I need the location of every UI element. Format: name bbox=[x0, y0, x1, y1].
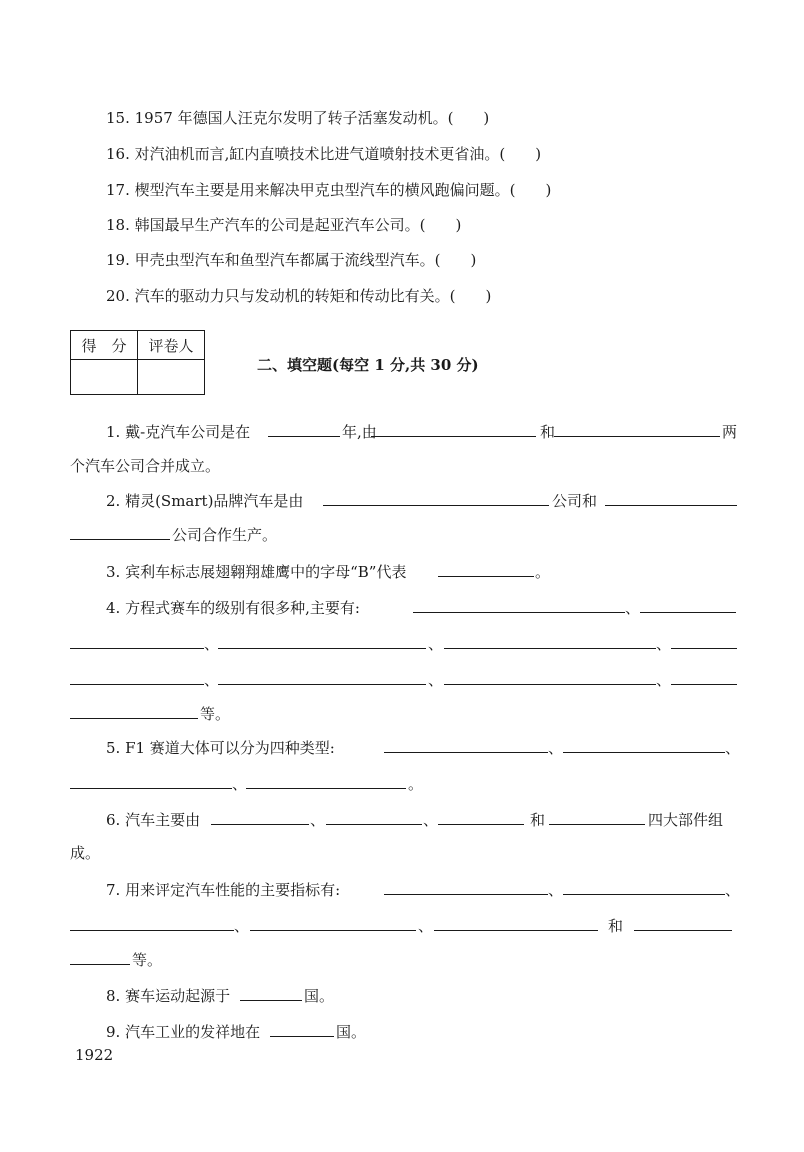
q4-blank-7[interactable] bbox=[444, 670, 656, 685]
question-2-line-2 bbox=[0, 525, 804, 545]
q6-text-a: 6. 汽车主要由 bbox=[106, 811, 201, 829]
q2-blank-company-2b[interactable] bbox=[70, 525, 170, 540]
question-1 bbox=[0, 422, 804, 442]
q4-blank-2b[interactable] bbox=[70, 634, 204, 649]
grader-cell[interactable] bbox=[138, 360, 205, 395]
score-header: 得 分 bbox=[71, 331, 138, 360]
question-4-line-3 bbox=[0, 670, 804, 690]
q4-text-a: 4. 方程式赛车的级别有很多种,主要有: bbox=[106, 599, 360, 617]
q1-blank-year[interactable] bbox=[268, 422, 340, 437]
q7-text-a: 7. 用来评定汽车性能的主要指标有: bbox=[106, 881, 341, 899]
q4-sep: 、 bbox=[625, 599, 641, 617]
q3-blank[interactable] bbox=[438, 562, 534, 577]
q9-blank[interactable] bbox=[270, 1022, 334, 1037]
q3-text-b: 。 bbox=[535, 563, 551, 581]
q6-text-b: 四大部件组 bbox=[648, 811, 724, 829]
score-cell[interactable] bbox=[71, 360, 138, 395]
q6-sep: 、 bbox=[310, 811, 326, 829]
q7-blank-4[interactable] bbox=[250, 916, 416, 931]
q5-sep: 、 bbox=[232, 775, 248, 793]
question-2 bbox=[0, 491, 804, 511]
q6-sep: 、 bbox=[423, 811, 439, 829]
q2-text-a: 2. 精灵(Smart)品牌汽车是由 bbox=[106, 492, 304, 510]
q8-text-b: 国。 bbox=[304, 987, 335, 1005]
tf-item-17: 17. 楔型汽车主要是用来解决甲克虫型汽车的横风跑偏问题。( ) bbox=[106, 181, 552, 199]
grader-header: 评卷人 bbox=[138, 331, 205, 360]
question-4-line-2 bbox=[0, 634, 804, 654]
q7-and: 和 bbox=[608, 917, 624, 935]
q5-end: 。 bbox=[408, 775, 424, 793]
q1-text-a: 1. 戴-克汽车公司是在 bbox=[106, 423, 251, 441]
q2-blank-company-2a[interactable] bbox=[605, 491, 737, 506]
q9-text-b: 国。 bbox=[336, 1023, 367, 1041]
q7-sep: 、 bbox=[548, 881, 564, 899]
q7-blank-2[interactable] bbox=[563, 880, 725, 895]
q1-text-b: 年,由 bbox=[342, 423, 377, 441]
question-6 bbox=[0, 810, 804, 830]
page-number: 1922 bbox=[75, 1046, 114, 1064]
question-4-line-4 bbox=[0, 704, 804, 724]
q1-text-c: 和 bbox=[540, 423, 556, 441]
q6-blank-2[interactable] bbox=[326, 810, 422, 825]
q8-text-a: 8. 赛车运动起源于 bbox=[106, 987, 231, 1005]
q4-blank-1[interactable] bbox=[413, 598, 625, 613]
q7-blank-6b[interactable] bbox=[70, 950, 130, 965]
q2-text-c: 公司合作生产。 bbox=[172, 526, 278, 544]
q4-blank-2a[interactable] bbox=[640, 598, 736, 613]
q7-sep: 、 bbox=[418, 917, 434, 935]
q7-blank-1[interactable] bbox=[384, 880, 548, 895]
q2-blank-company-1[interactable] bbox=[323, 491, 549, 506]
question-7-line-2 bbox=[0, 916, 804, 936]
q2-text-b: 公司和 bbox=[552, 492, 598, 510]
q4-blank-8b[interactable] bbox=[70, 704, 198, 719]
question-7-line-3 bbox=[0, 950, 804, 970]
q5-blank-1[interactable] bbox=[384, 738, 548, 753]
q4-sep: 、 bbox=[204, 671, 220, 689]
q4-blank-4[interactable] bbox=[444, 634, 656, 649]
q5-blank-4[interactable] bbox=[246, 774, 406, 789]
q1-blank-company-2[interactable] bbox=[554, 422, 720, 437]
q1-text-e: 个汽车公司合并成立。 bbox=[70, 457, 221, 475]
q1-text-d: 两 bbox=[722, 423, 738, 441]
q5-text-a: 5. F1 赛道大体可以分为四种类型: bbox=[106, 739, 335, 757]
q4-blank-5a[interactable] bbox=[671, 634, 737, 649]
tf-item-15: 15. 1957 年德国人汪克尔发明了转子活塞发动机。( ) bbox=[106, 109, 490, 127]
q4-sep: 、 bbox=[656, 635, 672, 653]
q4-sep: 、 bbox=[204, 635, 220, 653]
q7-end: 等。 bbox=[132, 951, 163, 969]
question-8 bbox=[0, 986, 804, 1006]
q7-blank-6a[interactable] bbox=[634, 916, 732, 931]
q4-sep: 、 bbox=[428, 671, 444, 689]
q4-sep: 、 bbox=[428, 635, 444, 653]
q6-blank-3[interactable] bbox=[438, 810, 524, 825]
q4-blank-6[interactable] bbox=[218, 670, 426, 685]
q1-blank-company-1[interactable] bbox=[371, 422, 536, 437]
q4-sep: 、 bbox=[656, 671, 672, 689]
section-title: 二、填空题(每空 1 分,共 30 分) bbox=[257, 356, 479, 374]
q7-blank-5[interactable] bbox=[434, 916, 598, 931]
q6-blank-4[interactable] bbox=[549, 810, 645, 825]
q6-blank-1[interactable] bbox=[211, 810, 309, 825]
question-7 bbox=[0, 880, 804, 900]
q7-blank-3[interactable] bbox=[70, 916, 234, 931]
q6-and: 和 bbox=[530, 811, 546, 829]
q5-blank-2[interactable] bbox=[563, 738, 725, 753]
question-9 bbox=[0, 1022, 804, 1042]
q9-text-a: 9. 汽车工业的发祥地在 bbox=[106, 1023, 261, 1041]
question-5-line-2 bbox=[0, 774, 804, 794]
q4-end: 等。 bbox=[200, 705, 231, 723]
q7-sep: 、 bbox=[234, 917, 250, 935]
tf-item-19: 19. 甲壳虫型汽车和鱼型汽车都属于流线型汽车。( ) bbox=[106, 251, 477, 269]
q4-blank-3[interactable] bbox=[218, 634, 426, 649]
q5-blank-3[interactable] bbox=[70, 774, 232, 789]
score-table bbox=[70, 330, 205, 395]
q4-blank-5b[interactable] bbox=[70, 670, 204, 685]
q4-blank-8a[interactable] bbox=[671, 670, 737, 685]
q7-sep: 、 bbox=[725, 881, 741, 899]
q5-sep: 、 bbox=[725, 739, 741, 757]
tf-item-20: 20. 汽车的驱动力只与发动机的转矩和传动比有关。( ) bbox=[106, 287, 492, 305]
q8-blank[interactable] bbox=[240, 986, 302, 1001]
q3-text-a: 3. 宾利车标志展翅翱翔雄鹰中的字母“B”代表 bbox=[106, 563, 407, 581]
question-3 bbox=[0, 562, 804, 582]
tf-item-18: 18. 韩国最早生产汽车的公司是起亚汽车公司。( ) bbox=[106, 216, 462, 234]
question-4 bbox=[0, 598, 804, 618]
q6-text-c: 成。 bbox=[70, 844, 101, 862]
tf-item-16: 16. 对汽油机而言,缸内直喷技术比进气道喷射技术更省油。( ) bbox=[106, 145, 542, 163]
q5-sep: 、 bbox=[548, 739, 564, 757]
question-5 bbox=[0, 738, 804, 758]
